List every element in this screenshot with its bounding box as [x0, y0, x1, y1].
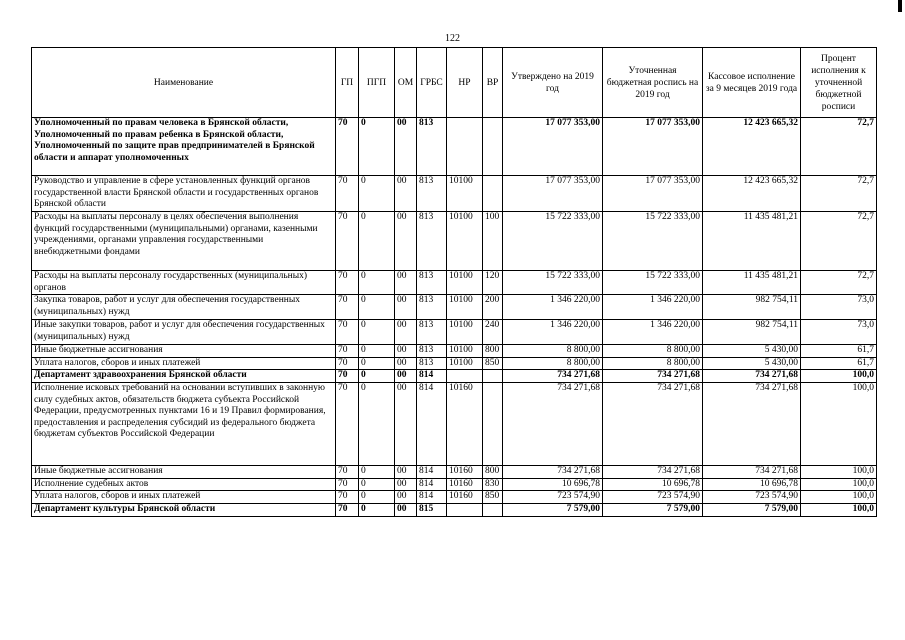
- cell-percent: 100,0: [801, 478, 877, 491]
- cell-np: 10100: [447, 271, 483, 295]
- header-row: [32, 48, 877, 118]
- cell-approved: 723 574,90: [503, 491, 603, 504]
- cell-grbs: 813: [417, 357, 447, 370]
- cell-vr: [483, 383, 503, 466]
- cell-gp: 70: [336, 383, 359, 466]
- cell-cash: 11 435 481,21: [703, 271, 801, 295]
- cell-om: 00: [395, 320, 417, 345]
- cell-grbs: 814: [417, 478, 447, 491]
- table-row: [32, 176, 877, 212]
- cell-om: 00: [395, 118, 417, 176]
- cell-grbs: 813: [417, 118, 447, 176]
- cell-om: 00: [395, 271, 417, 295]
- cell-cash: 11 435 481,21: [703, 212, 801, 271]
- cell-grbs: 815: [417, 503, 447, 516]
- cell-cash: 7 579,00: [703, 503, 801, 516]
- cell-revised: 734 271,68: [603, 370, 703, 383]
- cell-percent: 100,0: [801, 370, 877, 383]
- cell-percent: 100,0: [801, 466, 877, 479]
- budget-table: [31, 47, 877, 517]
- cell-vr: [483, 176, 503, 212]
- cell-name: Департамент здравоохранения Брянской области: [32, 370, 336, 383]
- cell-om: 00: [395, 176, 417, 212]
- cell-om: 00: [395, 466, 417, 479]
- table-row: [32, 478, 877, 491]
- cell-approved: 734 271,68: [503, 370, 603, 383]
- cell-vr: 850: [483, 491, 503, 504]
- cell-approved: 1 346 220,00: [503, 320, 603, 345]
- cell-ppgp: 0: [359, 383, 395, 466]
- cell-ppgp: 0: [359, 271, 395, 295]
- cell-grbs: 813: [417, 271, 447, 295]
- table-row: [32, 118, 877, 176]
- cell-approved: 1 346 220,00: [503, 295, 603, 320]
- cell-approved: 17 077 353,00: [503, 176, 603, 212]
- cell-ppgp: 0: [359, 212, 395, 271]
- cell-revised: 723 574,90: [603, 491, 703, 504]
- cell-name: Уполномоченный по правам человека в Брянской области, Уполномоченный по правам ребенка в Брянской области, Уполномоченный по защите прав предпринимателей в Брянской области и аппарат уполномоченных: [32, 118, 336, 176]
- cell-approved: 8 800,00: [503, 345, 603, 358]
- table-row: [32, 466, 877, 479]
- cell-vr: 120: [483, 271, 503, 295]
- cell-vr: 800: [483, 466, 503, 479]
- cell-np: 10100: [447, 295, 483, 320]
- cell-ppgp: 0: [359, 370, 395, 383]
- cell-np: [447, 118, 483, 176]
- cell-grbs: 814: [417, 466, 447, 479]
- cell-gp: 70: [336, 295, 359, 320]
- cell-revised: 8 800,00: [603, 357, 703, 370]
- cell-name: Иные закупки товаров, работ и услуг для обеспечения государственных (муниципальных) нужд: [32, 320, 336, 345]
- table-row: [32, 212, 877, 271]
- cell-gp: 70: [336, 118, 359, 176]
- cell-revised: 734 271,68: [603, 383, 703, 466]
- table-row: [32, 491, 877, 504]
- cell-om: 00: [395, 212, 417, 271]
- cell-grbs: 813: [417, 345, 447, 358]
- cell-name: Закупка товаров, работ и услуг для обеспечения государственных (муниципальных) нужд: [32, 295, 336, 320]
- cell-ppgp: 0: [359, 478, 395, 491]
- cell-grbs: 813: [417, 295, 447, 320]
- cell-percent: 72,7: [801, 212, 877, 271]
- cell-grbs: 814: [417, 383, 447, 466]
- cell-gp: 70: [336, 478, 359, 491]
- cell-approved: 17 077 353,00: [503, 118, 603, 176]
- cell-revised: 1 346 220,00: [603, 295, 703, 320]
- col-header-percent: Процент исполнения к уточненной бюджетной росписи: [801, 48, 877, 118]
- cell-ppgp: 0: [359, 503, 395, 516]
- col-header-ppgp: ПГП: [359, 48, 395, 118]
- table-row: [32, 503, 877, 516]
- col-header-name: Наименование: [32, 48, 336, 118]
- cell-ppgp: 0: [359, 357, 395, 370]
- page-number: 122: [445, 33, 460, 44]
- cell-cash: 12 423 665,32: [703, 176, 801, 212]
- cell-percent: 72,7: [801, 271, 877, 295]
- cell-name: Расходы на выплаты персоналу государственных (муниципальных) органов: [32, 271, 336, 295]
- cell-grbs: 814: [417, 491, 447, 504]
- cell-approved: 15 722 333,00: [503, 271, 603, 295]
- table-row: [32, 383, 877, 466]
- cell-vr: 200: [483, 295, 503, 320]
- cell-percent: 100,0: [801, 491, 877, 504]
- cell-grbs: 813: [417, 176, 447, 212]
- cell-np: 10100: [447, 212, 483, 271]
- cell-vr: [483, 370, 503, 383]
- cell-om: 00: [395, 345, 417, 358]
- cell-name: Иные бюджетные ассигнования: [32, 345, 336, 358]
- cell-cash: 5 430,00: [703, 357, 801, 370]
- cell-np: 10160: [447, 478, 483, 491]
- cell-cash: 10 696,78: [703, 478, 801, 491]
- cell-grbs: 813: [417, 320, 447, 345]
- cell-revised: 17 077 353,00: [603, 118, 703, 176]
- cell-ppgp: 0: [359, 118, 395, 176]
- table-row: [32, 370, 877, 383]
- cell-om: 00: [395, 478, 417, 491]
- cell-name: Департамент культуры Брянской области: [32, 503, 336, 516]
- cell-vr: 800: [483, 345, 503, 358]
- cell-approved: 734 271,68: [503, 383, 603, 466]
- col-header-approved: Утверждено на 2019 год: [503, 48, 603, 118]
- cell-gp: 70: [336, 212, 359, 271]
- cell-cash: 734 271,68: [703, 370, 801, 383]
- cell-grbs: 813: [417, 212, 447, 271]
- cell-ppgp: 0: [359, 320, 395, 345]
- cell-cash: 734 271,68: [703, 466, 801, 479]
- cell-revised: 7 579,00: [603, 503, 703, 516]
- cell-ppgp: 0: [359, 466, 395, 479]
- cell-np: 10160: [447, 491, 483, 504]
- table-row: [32, 357, 877, 370]
- table-row: [32, 295, 877, 320]
- col-header-np: НР: [447, 48, 483, 118]
- cell-revised: 1 346 220,00: [603, 320, 703, 345]
- cell-percent: 73,0: [801, 320, 877, 345]
- cell-np: [447, 370, 483, 383]
- cell-cash: 5 430,00: [703, 345, 801, 358]
- cell-approved: 7 579,00: [503, 503, 603, 516]
- cell-om: 00: [395, 295, 417, 320]
- cell-vr: [483, 118, 503, 176]
- cell-name: Иные бюджетные ассигнования: [32, 466, 336, 479]
- cell-percent: 61,7: [801, 345, 877, 358]
- cell-approved: 734 271,68: [503, 466, 603, 479]
- cell-om: 00: [395, 370, 417, 383]
- cell-revised: 8 800,00: [603, 345, 703, 358]
- table-row: [32, 320, 877, 345]
- cell-om: 00: [395, 491, 417, 504]
- cell-revised: 734 271,68: [603, 466, 703, 479]
- cell-om: 00: [395, 383, 417, 466]
- cell-np: 10100: [447, 345, 483, 358]
- cell-cash: 982 754,11: [703, 295, 801, 320]
- table-row: [32, 345, 877, 358]
- cell-approved: 8 800,00: [503, 357, 603, 370]
- cell-gp: 70: [336, 176, 359, 212]
- cell-percent: 72,7: [801, 118, 877, 176]
- cell-vr: [483, 503, 503, 516]
- cell-np: 10100: [447, 357, 483, 370]
- cell-revised: 10 696,78: [603, 478, 703, 491]
- cell-revised: 15 722 333,00: [603, 271, 703, 295]
- cell-vr: 240: [483, 320, 503, 345]
- cell-vr: 850: [483, 357, 503, 370]
- cell-approved: 15 722 333,00: [503, 212, 603, 271]
- table-row: [32, 271, 877, 295]
- cell-cash: 982 754,11: [703, 320, 801, 345]
- col-header-vr: ВР: [483, 48, 503, 118]
- cell-ppgp: 0: [359, 295, 395, 320]
- cell-gp: 70: [336, 503, 359, 516]
- col-header-om: ОМ: [395, 48, 417, 118]
- col-header-cash: Кассовое исполнение за 9 месяцев 2019 года: [703, 48, 801, 118]
- cell-vr: 100: [483, 212, 503, 271]
- cell-np: 10160: [447, 466, 483, 479]
- cell-np: 10100: [447, 176, 483, 212]
- col-header-gp: ГП: [336, 48, 359, 118]
- col-header-revised: Уточненная бюджетная роспись на 2019 год: [603, 48, 703, 118]
- cell-percent: 100,0: [801, 383, 877, 466]
- cell-gp: 70: [336, 271, 359, 295]
- cell-approved: 10 696,78: [503, 478, 603, 491]
- cell-name: Исполнение судебных актов: [32, 478, 336, 491]
- cell-ppgp: 0: [359, 345, 395, 358]
- cell-om: 00: [395, 503, 417, 516]
- cell-name: Исполнение исковых требований на основании вступивших в законную силу судебных актов, обязательств бюджета субъекта Российской Федерации, предусмотренных пунктами 16 и 19 Правил формирования, предоставления и распределения субсидий из федерального бюджета бюджетам субъектов Российской Федерации: [32, 383, 336, 466]
- cell-percent: 72,7: [801, 176, 877, 212]
- cell-gp: 70: [336, 357, 359, 370]
- cell-percent: 100,0: [801, 503, 877, 516]
- cell-name: Руководство и управление в сфере установленных функций органов государственной власти Брянской области и государственных органов Брянской области: [32, 176, 336, 212]
- edge-mark: [898, 0, 902, 12]
- cell-name: Уплата налогов, сборов и иных платежей: [32, 491, 336, 504]
- cell-gp: 70: [336, 320, 359, 345]
- cell-np: 10160: [447, 383, 483, 466]
- cell-np: 10100: [447, 320, 483, 345]
- cell-name: Расходы на выплаты персоналу в целях обеспечения выполнения функций государственными (муниципальными) органами, казенными учреждениями, органами управления государственными внебюджетными фондами: [32, 212, 336, 271]
- cell-name: Уплата налогов, сборов и иных платежей: [32, 357, 336, 370]
- cell-gp: 70: [336, 345, 359, 358]
- cell-cash: 12 423 665,32: [703, 118, 801, 176]
- cell-ppgp: 0: [359, 176, 395, 212]
- cell-grbs: 814: [417, 370, 447, 383]
- cell-om: 00: [395, 357, 417, 370]
- cell-ppgp: 0: [359, 491, 395, 504]
- cell-np: [447, 503, 483, 516]
- cell-percent: 61,7: [801, 357, 877, 370]
- cell-gp: 70: [336, 466, 359, 479]
- col-header-grbs: ГРБС: [417, 48, 447, 118]
- cell-cash: 723 574,90: [703, 491, 801, 504]
- cell-gp: 70: [336, 370, 359, 383]
- cell-revised: 17 077 353,00: [603, 176, 703, 212]
- cell-percent: 73,0: [801, 295, 877, 320]
- cell-cash: 734 271,68: [703, 383, 801, 466]
- cell-revised: 15 722 333,00: [603, 212, 703, 271]
- cell-vr: 830: [483, 478, 503, 491]
- cell-gp: 70: [336, 491, 359, 504]
